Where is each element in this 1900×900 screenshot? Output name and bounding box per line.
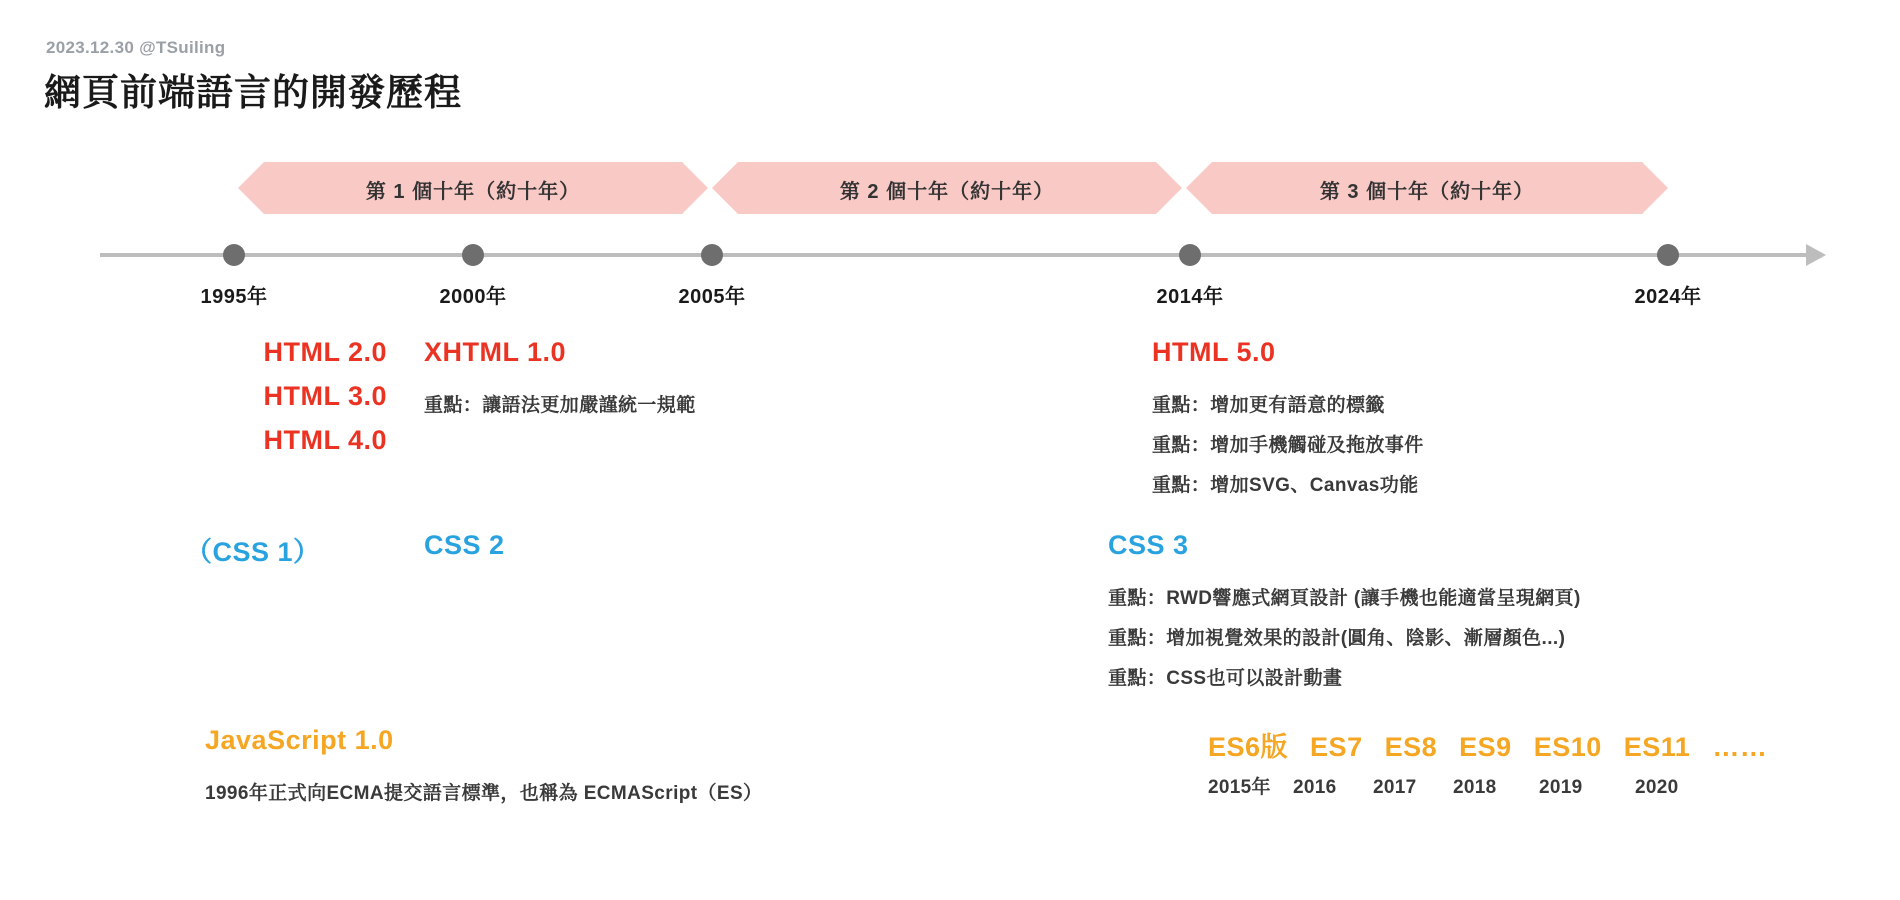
timeline-node: [1657, 244, 1679, 266]
html-1995-group: [60, 337, 387, 456]
css3-note: 重點：CSS也可以設計動畫: [1108, 668, 1343, 689]
javascript-version-label: JavaScript 1.0: [205, 725, 394, 755]
es-year-label: 2017: [1373, 777, 1417, 798]
es-years-row: [1208, 772, 1715, 799]
css2-label: CSS 2: [424, 530, 505, 560]
html5-version-label: HTML 5.0: [1152, 337, 1276, 367]
xhtml-note: 重點：讓語法更加嚴謹統一規範: [424, 395, 696, 416]
es-year-label: 2018: [1453, 777, 1497, 798]
timeline-node: [701, 244, 723, 266]
html-version-label: HTML 4.0: [263, 425, 387, 455]
decade-banner-3: [1186, 162, 1668, 214]
decade-label: 第 3 個十年（約十年）: [1319, 181, 1535, 203]
es-version-label: ES11: [1623, 732, 1691, 762]
es-version-label: ES8: [1384, 732, 1438, 762]
xhtml-2000-group: [424, 337, 696, 417]
decade-banner-2: [712, 162, 1182, 214]
decade-label: 第 1 個十年（約十年）: [365, 181, 581, 203]
css3-note: 重點：RWD響應式網頁設計 (讓手機也能適當呈現網頁): [1108, 588, 1581, 609]
es-versions-row: [1208, 725, 1789, 764]
html5-note: 重點：增加手機觸碰及拖放事件: [1152, 435, 1424, 456]
xhtml-version-label: XHTML 1.0: [424, 337, 567, 367]
timeline-node: [223, 244, 245, 266]
es-version-label: ES9: [1459, 732, 1512, 762]
page-title: 網頁前端語言的開發歷程: [44, 72, 462, 113]
html5-2014-group: [1152, 337, 1424, 497]
timeline-year-label: 2014年: [1156, 286, 1224, 308]
css1-label-group: [185, 530, 321, 569]
es-version-label: ES10: [1533, 732, 1602, 762]
javascript-group: [205, 725, 762, 805]
es-version-ellipsis: ……: [1712, 732, 1768, 762]
es-version-label: ES6版: [1208, 732, 1289, 762]
decade-banner-1: [238, 162, 708, 214]
timeline-year-label: 2000年: [439, 286, 507, 308]
es-year-label: 2016: [1293, 777, 1337, 798]
html-version-label: HTML 2.0: [263, 337, 387, 367]
css3-group: [1108, 530, 1581, 690]
html-version-label: HTML 3.0: [263, 381, 387, 411]
decade-label: 第 2 個十年（約十年）: [839, 181, 1055, 203]
css1-label: （CSS 1）: [185, 537, 321, 567]
javascript-note: 1996年正式向ECMA提交語言標準，也稱為 ECMAScript（ES）: [205, 783, 763, 804]
timeline-node: [1179, 244, 1201, 266]
es-year-label: 2015年: [1208, 777, 1271, 798]
timeline-arrow-icon: [1806, 244, 1826, 266]
es-version-label: ES7: [1310, 732, 1363, 762]
timeline-year-label: 2005年: [678, 286, 746, 308]
html5-note: 重點：增加SVG、Canvas功能: [1152, 475, 1419, 496]
css3-label: CSS 3: [1108, 530, 1189, 560]
css3-note: 重點：增加視覺效果的設計(圓角、陰影、漸層顏色...): [1108, 628, 1566, 649]
html5-note: 重點：增加更有語意的標籤: [1152, 395, 1385, 416]
author-meta: 2023.12.30 @TSuiling: [46, 38, 226, 57]
es-year-label: 2019: [1539, 777, 1583, 798]
timeline-node: [462, 244, 484, 266]
timeline-year-label: 1995年: [200, 286, 268, 308]
css2-label-group: [424, 530, 505, 561]
timeline-year-label: 2024年: [1634, 286, 1702, 308]
es-year-label: 2020: [1635, 777, 1679, 798]
timeline-axis: [100, 253, 1810, 257]
